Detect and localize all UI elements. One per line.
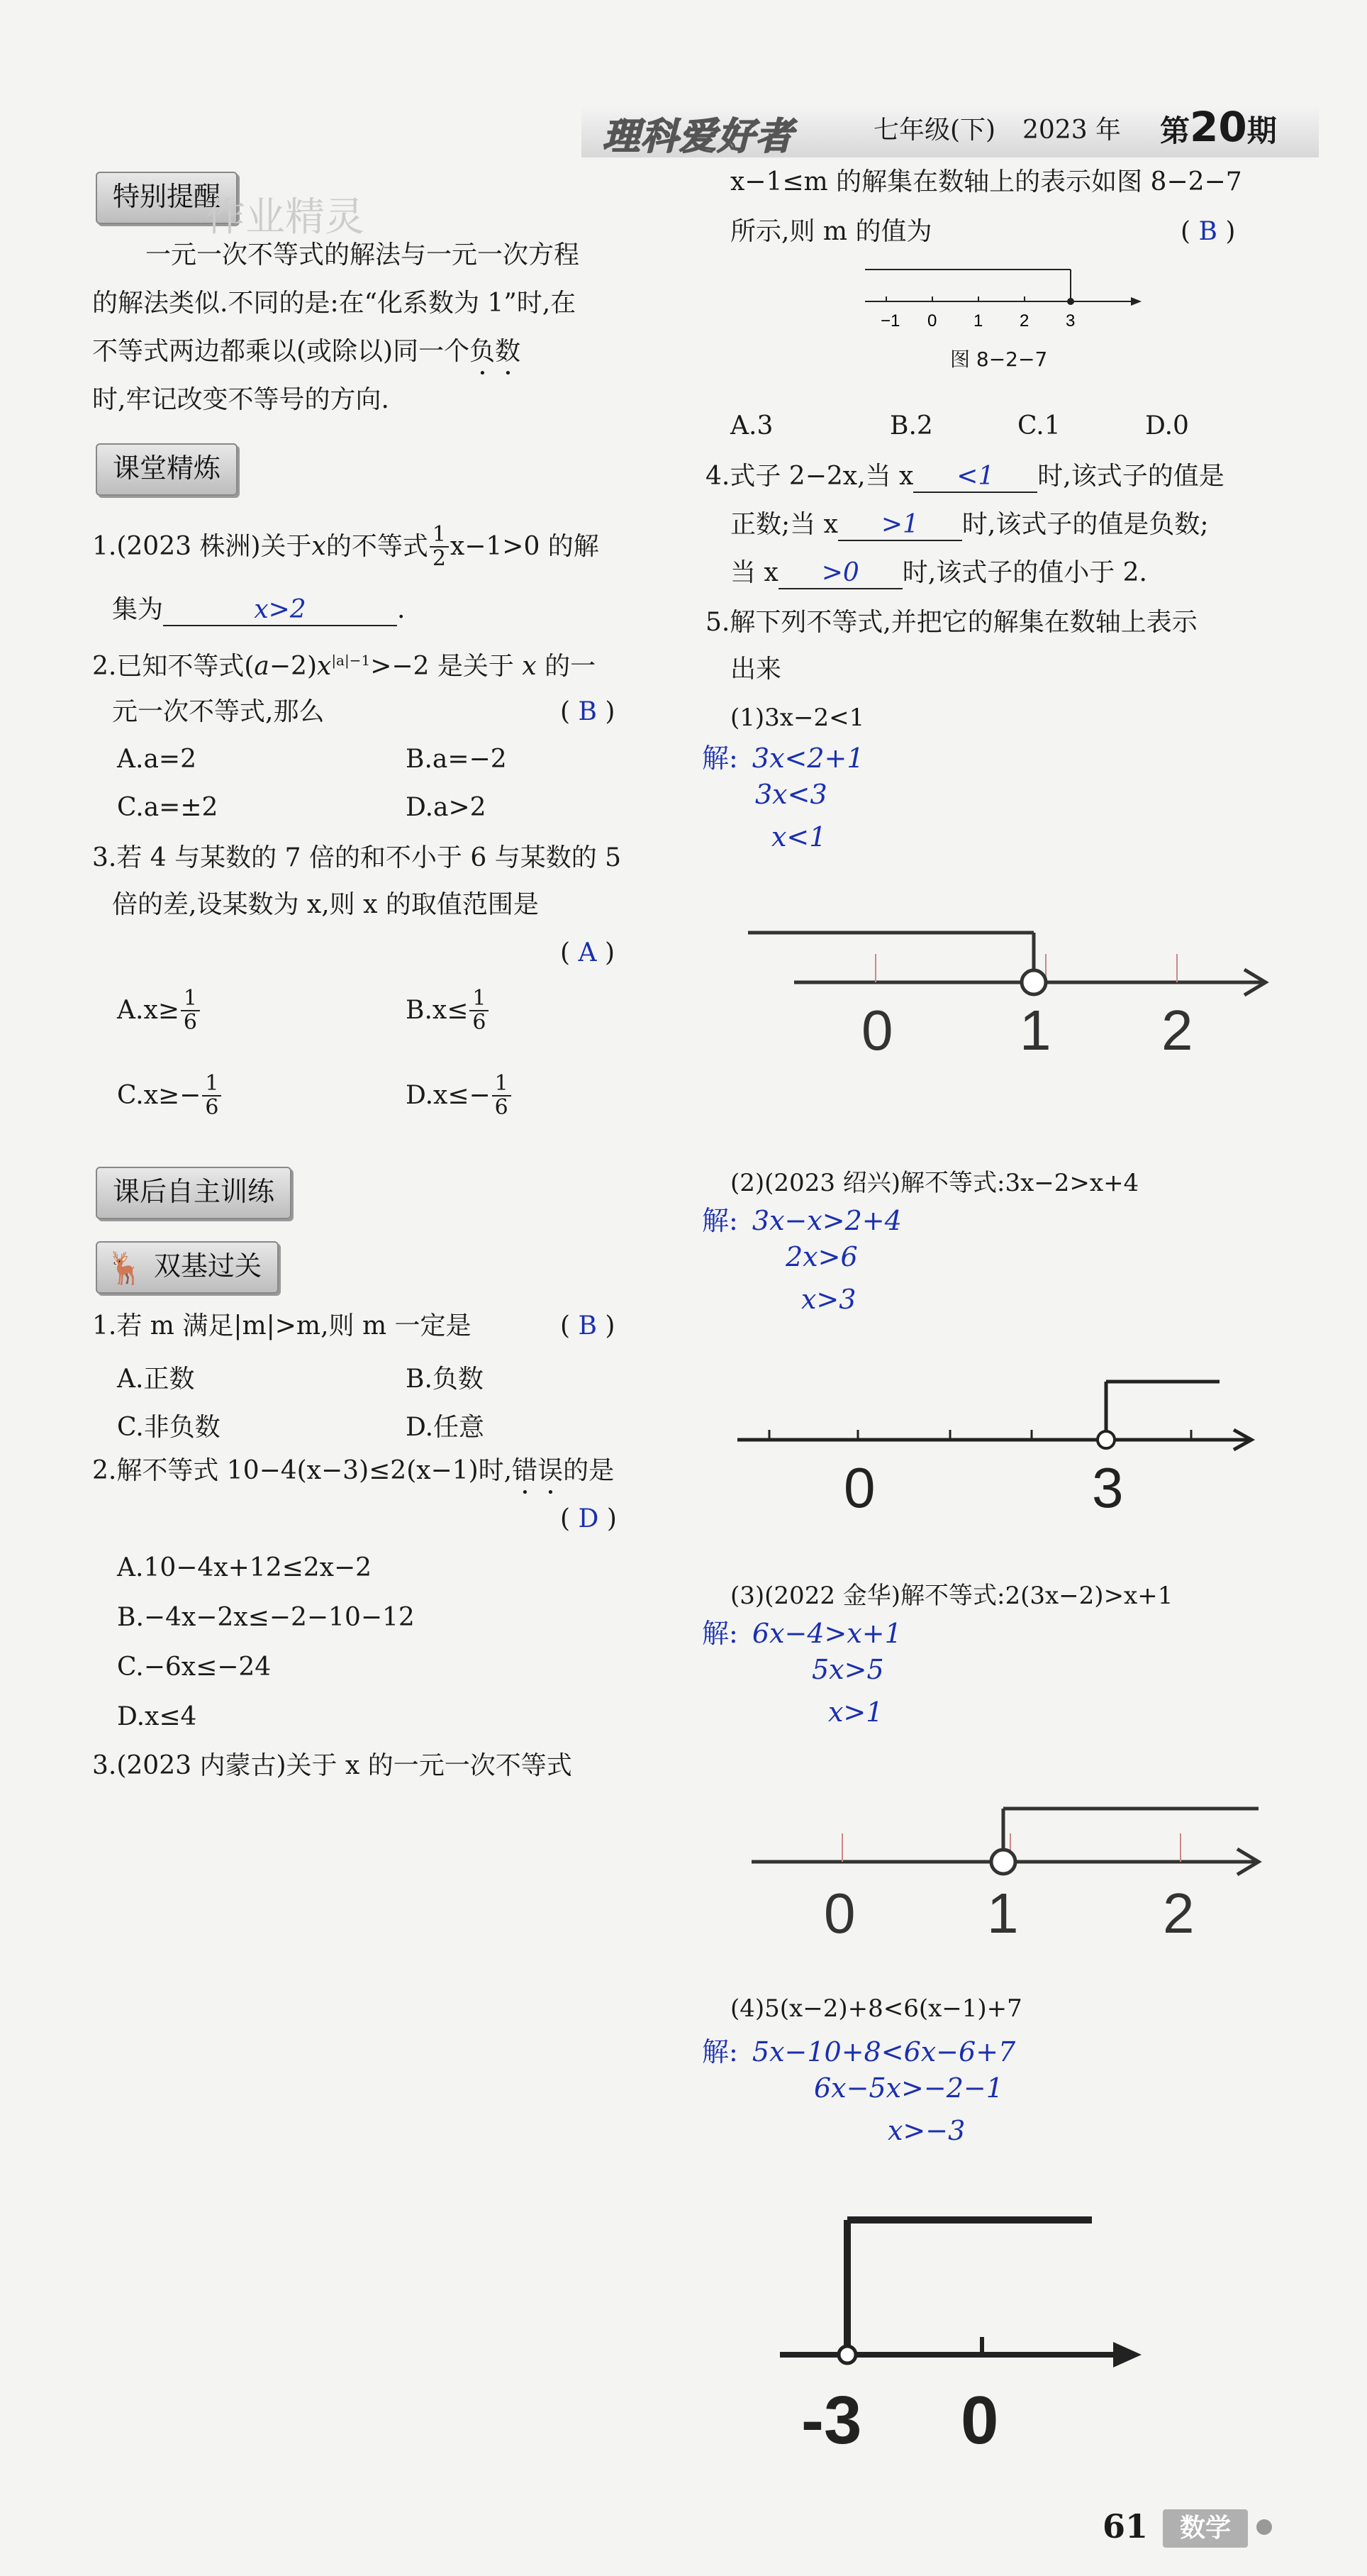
figure-caption: 图 8−2−7 xyxy=(950,348,1048,371)
open-endpoint xyxy=(839,2346,856,2363)
q5-part4-step3: x>−3 xyxy=(888,2115,966,2146)
tick-label: 0 xyxy=(844,1456,876,1519)
q4-line2: 正数;当 x >1 时,该式子的值是负数; xyxy=(730,509,1208,541)
tick-label: 2 xyxy=(1020,311,1030,331)
header-grade: 七年级(下) xyxy=(874,116,996,145)
footer-dot-icon xyxy=(1256,2519,1272,2535)
subject-badge: 数学 xyxy=(1163,2509,1248,2548)
watermark: 作业精灵 xyxy=(206,194,364,240)
cp-q3-line2: 倍的差,设某数为 x,则 x 的取值范围是 xyxy=(112,890,539,919)
q5-line2: 出来 xyxy=(730,655,782,684)
tick-label: 3 xyxy=(1066,311,1076,331)
q5-part4-number-line xyxy=(766,2206,1163,2475)
hw-q1-option-c: C.非负数 xyxy=(117,1413,221,1442)
q5-part1-step3: x<1 xyxy=(771,821,827,853)
q5-part2-number-line xyxy=(709,1362,1276,1532)
cp-q3-option-a: A.x≥ $\frac{1}{6}$ xyxy=(117,987,201,1033)
hw-q1-text: 1.若 m 满足|m|>m,则 m 一定是 xyxy=(92,1311,472,1340)
q5-part1-number-line xyxy=(723,911,1290,1067)
cp-q2-option-d: D.a>2 xyxy=(406,793,486,822)
cp-q2-option-a: A.a=2 xyxy=(117,745,196,774)
hw-q3-option-c: C.1 xyxy=(1017,411,1061,440)
tips-line-1: 一元一次不等式的解法与一元一次方程 xyxy=(145,240,580,270)
q5-part3-step3: x>1 xyxy=(828,1697,883,1728)
cp-q3-option-c: C.x≥− $\frac{1}{6}$ xyxy=(117,1072,223,1118)
tick-label: 2 xyxy=(1161,999,1193,1062)
hw-q1-option-a: A.正数 xyxy=(117,1365,195,1394)
q5-part1-label: (1)3x−2<1 xyxy=(730,704,865,732)
hw-q2-option-a: A.10−4x+12≤2x−2 xyxy=(117,1553,372,1582)
axis-arrow xyxy=(1131,297,1142,306)
q5-part4-solution: 解: 5x−10+8<6x−6+7 xyxy=(702,2036,1016,2067)
tips-line-4: 时,牢记改变不等号的方向. xyxy=(92,385,389,414)
open-endpoint xyxy=(1022,970,1046,994)
hw-q1-answer-bracket: ( B ) xyxy=(560,1311,615,1340)
tick-label: 0 xyxy=(961,2382,999,2458)
tips-title: 特别提醒 xyxy=(96,172,238,224)
q5-part1-step2: 3x<3 xyxy=(755,779,827,810)
cp-q3-line1: 3.若 4 与某数的 7 倍的和不小于 6 与某数的 5 xyxy=(92,843,622,872)
tick-label: 3 xyxy=(1092,1456,1124,1519)
solid-endpoint xyxy=(1067,298,1074,305)
q5-part2-step2: 2x>6 xyxy=(786,1241,858,1272)
q5-part1-solution: 解: 3x<2+1 xyxy=(702,743,864,774)
q5-part3-solution: 解: 6x−4>x+1 xyxy=(702,1618,902,1649)
tick-label: 1 xyxy=(973,311,983,331)
q5-part4-label: (4)5(x−2)+8<6(x−1)+7 xyxy=(730,1994,1022,2023)
cp-q2-answer-bracket: ( B ) xyxy=(560,697,615,726)
hw-q1-option-b: B.负数 xyxy=(406,1365,484,1394)
q4-line3: 当 x >0 时,该式子的值小于 2. xyxy=(730,557,1147,589)
hw-q1-option-d: D.任意 xyxy=(406,1413,485,1442)
fig-8-2-7-number-line xyxy=(851,255,1149,333)
cp-q2-line2: 元一次不等式,那么 xyxy=(112,697,325,726)
cp-q3-answer-bracket: ( A ) xyxy=(560,938,615,967)
q5-part4-step2: 6x−5x>−2−1 xyxy=(814,2072,1003,2104)
tick-label: 1 xyxy=(987,1882,1019,1945)
hw-q3-option-b: B.2 xyxy=(890,411,933,440)
q5-part3-label: (3)(2022 金华)解不等式:2(3x−2)>x+1 xyxy=(730,1582,1173,1610)
class-practice-title: 课堂精炼 xyxy=(96,443,238,496)
q5-part2-label: (2)(2023 绍兴)解不等式:3x−2>x+4 xyxy=(730,1169,1139,1197)
deer-icon: 🦌 xyxy=(106,1250,145,1287)
hw-q2-option-d: D.x≤4 xyxy=(117,1702,197,1731)
hw-q3-line1: 3.(2023 内蒙古)关于 x 的一元一次不等式 xyxy=(92,1751,572,1780)
q5-part3-number-line xyxy=(737,1787,1276,1958)
issue-number: 第20期 xyxy=(1160,103,1277,151)
hw-q3-line3: 所示,则 m 的值为 xyxy=(730,217,932,246)
q5-part2-solution: 解: 3x−x>2+4 xyxy=(702,1205,902,1236)
tips-line-2: 的解法类似.不同的是:在“化系数为 1”时,在 xyxy=(92,289,576,318)
homework-title: 课后自主训练 xyxy=(96,1167,291,1219)
basic-title: 🦌 双基过关 xyxy=(96,1241,279,1294)
cp-q2-option-b: B.a=−2 xyxy=(406,745,507,774)
cp-q2-option-c: C.a=±2 xyxy=(117,793,218,822)
open-endpoint xyxy=(991,1850,1015,1874)
tips-line-3: 不等式两边都乘以(或除以)同一个负数 xyxy=(92,337,521,366)
hw-q3-line2: x−1≤m 的解集在数轴上的表示如图 8−2−7 xyxy=(730,167,1242,196)
hw-q2-option-b: B.−4x−2x≤−2−10−12 xyxy=(117,1603,415,1632)
axis-arrow xyxy=(1113,2342,1142,2367)
tick-label: 0 xyxy=(927,311,937,331)
header-year: 2023 年 xyxy=(1022,116,1122,145)
tick-label: 1 xyxy=(1020,999,1051,1062)
tick-label: 0 xyxy=(861,999,893,1062)
cp-q1-line2: 集为 x>2 . xyxy=(112,594,405,626)
tick-label: 0 xyxy=(824,1882,856,1945)
open-endpoint xyxy=(1098,1431,1115,1448)
hw-q3-answer-bracket: ( B ) xyxy=(1181,217,1236,246)
hw-q2-text: 2.解不等式 10−4(x−3)≤2(x−1)时,错误的是 xyxy=(92,1456,615,1485)
hw-q3-option-a: A.3 xyxy=(730,411,774,440)
tick-label: -3 xyxy=(801,2382,862,2458)
magazine-logo: 理科爱好者 xyxy=(603,116,795,158)
hw-q3-option-d: D.0 xyxy=(1145,411,1189,440)
cp-q2-line1: 2.已知不等式$(a-2)x^{|a|-1}>-2$ 是关于 x 的一 xyxy=(92,652,596,681)
tick-label: 2 xyxy=(1163,1882,1195,1945)
page-number: 61 xyxy=(1103,2507,1149,2546)
q5-part2-step3: x>3 xyxy=(801,1284,857,1315)
cp-q3-option-b: B.x≤ $\frac{1}{6}$ xyxy=(406,987,490,1033)
cp-q3-option-d: D.x≤− $\frac{1}{6}$ xyxy=(406,1072,513,1118)
hw-q2-answer-bracket: ( D ) xyxy=(560,1504,617,1533)
cp-q1-line1: 1.(2023 株洲)关于 x 的不等式 $\frac{1}{2}$ x−1>0 的解 xyxy=(92,522,599,571)
tick-label: −1 xyxy=(881,311,900,331)
hw-q2-option-c: C.−6x≤−24 xyxy=(117,1653,272,1682)
q5-line1: 5.解下列不等式,并把它的解集在数轴上表示 xyxy=(705,608,1198,637)
q4-line1: 4.式子 2−2x,当 x <1 时,该式子的值是 xyxy=(705,461,1224,493)
q5-part3-step2: 5x>5 xyxy=(812,1654,884,1685)
cp-q1-answer: x>2 xyxy=(163,594,397,626)
